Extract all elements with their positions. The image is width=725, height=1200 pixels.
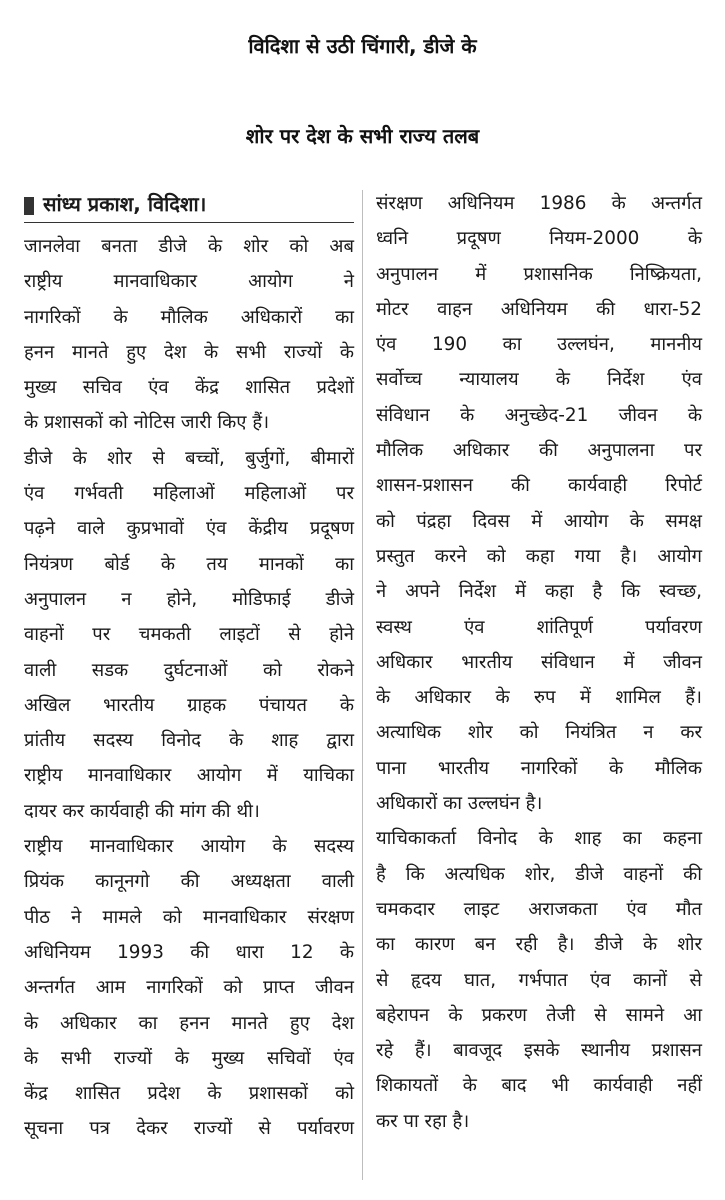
column-divider xyxy=(362,190,363,1180)
article-line: संरक्षण अधिनियम 1986 के अन्तर्गत xyxy=(376,193,702,214)
article-line: वाली सडक दुर्घटनाओं को रोकने xyxy=(24,659,354,681)
article-line: मुख्य सचिव एंव केंद्र शासित प्रदेशों xyxy=(24,377,354,399)
article-line: है कि अत्यधिक शोर, डीजे वाहनों की xyxy=(376,863,702,885)
article-line: रहे हैं। बावजूद इसके स्थानीय प्रशासन xyxy=(376,1040,702,1062)
article-line: को पंद्रहा दिवस में आयोग के समक्ष xyxy=(376,510,702,532)
article-line: एंव गर्भवती महिलाओं महिलाओं पर xyxy=(24,483,354,505)
article-line: के प्रशासकों को नोटिस जारी किए हैं। xyxy=(24,412,270,434)
dateline-bar xyxy=(24,197,34,215)
dateline xyxy=(24,186,354,223)
article-line: ध्वनि प्रदूषण नियम-2000 के xyxy=(376,228,702,250)
article-line: याचिकाकर्ता विनोद के शाह का कहना xyxy=(376,828,702,850)
headline-line-1: विदिशा से उठी चिंगारी, डीजे के xyxy=(248,34,477,58)
article-line: शासन-प्रशासन की कार्यवाही रिपोर्ट xyxy=(376,475,702,497)
article-line: राष्ट्रीय मानवाधिकार आयोग के सदस्य xyxy=(24,836,354,858)
article-line: अनुपालन न होने, मोडिफाई डीजे xyxy=(24,588,354,610)
article-line: एंव 190 का उल्लघंन, माननीय xyxy=(376,334,702,356)
article-line: शिकायतों के बाद भी कार्यवाही नहीं xyxy=(376,1075,702,1097)
article-line: नियंत्रण बोर्ड के तय मानकों का xyxy=(24,553,354,575)
article-line: स्वस्थ एंव शांतिपूर्ण पर्यावरण xyxy=(376,616,702,638)
article-line: वाहनों पर चमकती लाइटों से होने xyxy=(24,624,354,646)
article-line: अधिकार भारतीय संविधान में जीवन xyxy=(376,651,702,673)
article-line: के अधिकार के रुप में शामिल हैं। xyxy=(376,687,702,709)
article-line: सर्वोच्च न्यायालय के निर्देश एंव xyxy=(376,369,702,391)
article-line: पाना भारतीय नागरिकों के मौलिक xyxy=(376,757,702,779)
article-line: दायर कर कार्यवाही की मांग की थी। xyxy=(24,800,260,822)
article-line: अन्तर्गत आम नागरिकों को प्राप्त जीवन xyxy=(24,977,354,999)
article-line: पढ़ने वाले कुप्रभावों एंव केंद्रीय प्रदूषण xyxy=(24,518,354,540)
article-line: नागरिकों के मौलिक अधिकारों का xyxy=(24,306,354,328)
article-line: का कारण बन रही है। डीजे के शोर xyxy=(376,934,702,956)
right-column-text xyxy=(376,186,702,1139)
article-line: के सभी राज्यों के मुख्य सचिवों एंव xyxy=(24,1047,354,1069)
article-line: केंद्र शासित प्रदेश के प्रशासकों को xyxy=(24,1083,354,1105)
article-line: प्रांतीय सदस्य विनोद के शाह द्वारा xyxy=(24,730,354,752)
article-line: प्रियंक कानूनगो की अध्यक्षता वाली xyxy=(24,871,354,893)
article-right-column xyxy=(376,186,702,1139)
article-line: संविधान के अनुच्छेद-21 जीवन के xyxy=(376,404,702,426)
article-line: अधिनियम 1993 की धारा 12 के xyxy=(24,941,354,963)
article-line: हनन मानते हुए देश के सभी राज्यों के xyxy=(24,341,354,363)
article-line: अधिकारों का उल्लघंन है। xyxy=(376,793,543,815)
article-line: प्रस्तुत करने को कहा गया है। आयोग xyxy=(376,545,702,567)
left-column-text xyxy=(24,229,354,1147)
article-line: चमकदार लाइट अराजकता एंव मौत xyxy=(376,898,702,920)
article-line: ने अपने निर्देश में कहा है कि स्वच्छ, xyxy=(376,581,702,603)
article-line: बहेरापन के प्रकरण तेजी से सामने आ xyxy=(376,1004,702,1026)
headline-line-2: शोर पर देश के सभी राज्य तलब xyxy=(245,124,480,148)
article-line: अत्याधिक शोर को नियंत्रित न कर xyxy=(376,722,702,744)
article-line: अनुपालन में प्रशासनिक निष्क्रियता, xyxy=(376,263,702,285)
article-line: जानलेवा बनता डीजे के शोर को अब xyxy=(24,236,354,257)
article-left-column xyxy=(24,186,354,1147)
article-line: अखिल भारतीय ग्राहक पंचायत के xyxy=(24,694,354,716)
article-line: सूचना पत्र देकर राज्यों से पर्यावरण xyxy=(24,1118,354,1140)
article-line: के अधिकार का हनन मानते हुए देश xyxy=(24,1012,354,1034)
article-line: से हृदय घात, गर्भपात एंव कानों से xyxy=(376,969,702,991)
article-line: डीजे के शोर से बच्चों, बुर्जुगों, बीमारों xyxy=(24,447,354,469)
article-line: कर पा रहा है। xyxy=(376,1110,470,1132)
article-line: मौलिक अधिकार की अनुपालना पर xyxy=(376,440,702,462)
article-line: राष्ट्रीय मानवाधिकार आयोग में याचिका xyxy=(24,765,354,787)
article-line: मोटर वाहन अधिनियम की धारा-52 xyxy=(376,298,702,320)
article-line: राष्ट्रीय मानवाधिकार आयोग ने xyxy=(24,271,354,293)
article-line: पीठ ने मामले को मानवाधिकार संरक्षण xyxy=(24,906,354,928)
dateline-text: सांध्य प्रकाश, विदिशा। xyxy=(42,192,207,216)
